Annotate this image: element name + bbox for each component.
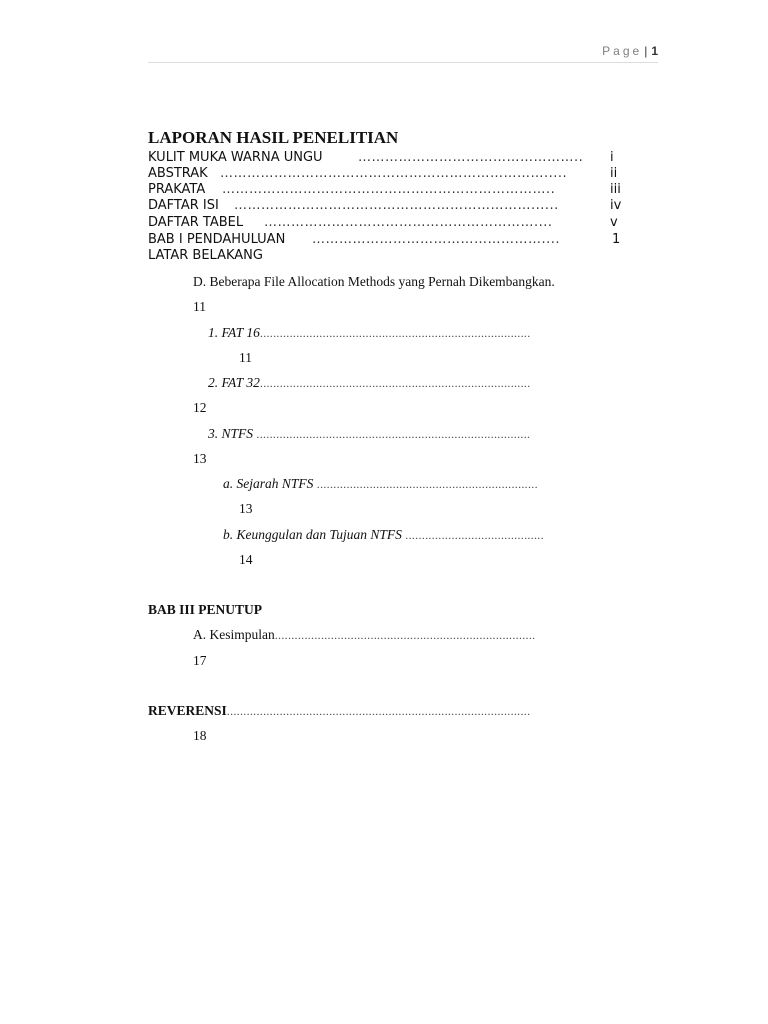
toc-leader: ............................................................................................	[226, 704, 531, 718]
toc-label: PRAKATA	[148, 182, 206, 197]
toc-row-daftar-isi	[148, 198, 626, 214]
toc-row-bab1	[148, 232, 626, 248]
toc-entry-fat32	[208, 375, 531, 391]
toc-page: iii	[610, 182, 621, 197]
toc-leader: ..................................................................................	[259, 376, 531, 390]
toc-leader: ..................................................................................	[259, 326, 531, 340]
toc-leader: ...................................................................	[316, 477, 538, 491]
toc-chapter-bab3: BAB III PENUTUP	[148, 602, 263, 617]
toc-row-abstrak	[148, 166, 626, 182]
toc-page: iv	[610, 198, 622, 213]
toc-entry-ntfs	[208, 426, 530, 442]
toc-leader: …………………………………………..	[358, 150, 584, 165]
toc-label: a. Sejarah NTFS	[223, 476, 314, 491]
toc-page-keunggulan-ntfs: 14	[239, 552, 253, 567]
toc-page-ntfs: 13	[193, 451, 207, 466]
toc-label: 1. FAT 16	[208, 325, 260, 340]
toc-page-fat32: 12	[193, 400, 207, 415]
toc-entry-kesimpulan	[193, 627, 535, 643]
toc-label: BAB I PENDAHULUAN	[148, 232, 286, 247]
toc-entry-sejarah-ntfs	[223, 476, 538, 492]
toc-entry-fat16	[208, 325, 531, 341]
page-indicator	[602, 44, 658, 58]
toc-row-latar	[148, 248, 626, 264]
toc-label: DAFTAR TABEL	[148, 215, 244, 230]
toc-label: ABSTRAK	[148, 166, 208, 181]
toc-row-prakata	[148, 182, 626, 198]
toc-page-sejarah-ntfs: 13	[239, 501, 253, 516]
toc-leader: ……………………………………………....	[312, 232, 561, 247]
toc-label: b. Keunggulan dan Tujuan NTFS	[223, 527, 402, 542]
header-separator: |	[644, 44, 648, 58]
toc-page-section-d: 11	[193, 299, 206, 314]
toc-entry-reverensi	[148, 703, 530, 719]
toc-row-daftar-tabel	[148, 215, 626, 231]
toc-page: 1	[612, 232, 621, 247]
page-number: 1	[651, 44, 658, 58]
toc-leader: ……………………………………………………………….....	[220, 166, 568, 181]
toc-row-kulit	[148, 150, 626, 166]
toc-page: v	[610, 215, 618, 230]
toc-label: KULIT MUKA WARNA UNGU	[148, 150, 323, 165]
toc-label: 3. NTFS	[208, 426, 254, 441]
toc-page-kesimpulan: 17	[193, 653, 207, 668]
toc-page-fat16: 11	[239, 350, 252, 365]
toc-page-reverensi: 18	[193, 728, 207, 743]
page-header	[148, 36, 658, 63]
toc-leader: ...................................................................................	[256, 427, 531, 441]
toc-label: DAFTAR ISI	[148, 198, 219, 213]
page-word: Page	[602, 44, 643, 58]
toc-label: LATAR BELAKANG	[148, 248, 263, 263]
toc-leader: …………………………………………………………......	[234, 198, 559, 213]
toc-label: REVERENSI	[148, 703, 227, 718]
toc-leader: ……………………………………………………....	[264, 215, 553, 230]
toc-label: A. Kesimpulan	[193, 627, 275, 642]
toc-leader: ………………………………………………………………..	[222, 182, 556, 197]
document-title: LAPORAN HASIL PENELITIAN	[148, 128, 399, 147]
toc-label: 2. FAT 32	[208, 375, 260, 390]
toc-page: ii	[610, 166, 618, 181]
toc-leader: ..........................................	[405, 528, 544, 542]
toc-entry-keunggulan-ntfs	[223, 527, 544, 543]
toc-leader: ...............................................................................	[274, 628, 536, 642]
toc-entry-section-d: D. Beberapa File Allocation Methods yang Pernah Dikembangkan.	[193, 274, 555, 289]
toc-page: i	[610, 150, 614, 165]
